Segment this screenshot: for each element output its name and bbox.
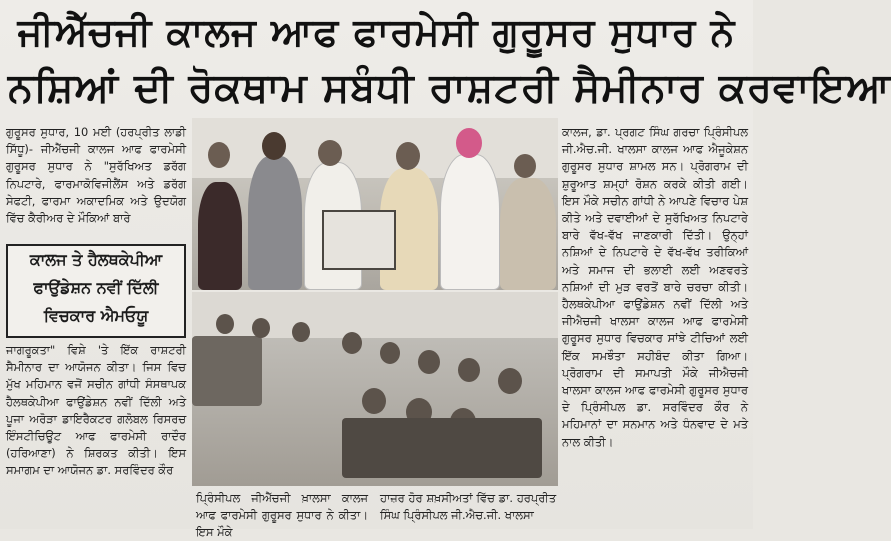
article-bottom-text-left: ਪ੍ਰਿੰਸੀਪਲ ਜੀਐੱਚਜੀ ਖ਼ਾਲਸਾ ਕਾਲਜ ਆਫ ਫਾਰਮੇਸੀ ਗੁਰੂਸਰ ਸੁਧਾਰ ਨੇ ਕੀਤਾ। ਇਸ ਮੌਕੇ [196, 491, 368, 539]
certificate-frame [322, 210, 396, 270]
subheading-line-1: ਕਾਲਜ ਤੇ ਹੈਲਥਕੇਪੀਆ [29, 250, 163, 269]
subheading-line-2: ਫਾਉਂਡੇਸ਼ਨ ਨਵੀਂ ਦਿੱਲੀ [33, 278, 159, 297]
headline-line-1: ਜੀਐੱਚਜੀ ਕਾਲਜ ਆਫ ਫਾਰਮੇਸੀ ਗੁਰੂਸਰ ਸੁਧਾਰ ਨੇ [17, 10, 736, 54]
article-bottom-text-right: ਹਾਜ਼ਰ ਹੋਰ ਸ਼ਖ਼ਸੀਅਤਾਂ ਵਿੱਚ ਡਾ. ਹਰਪ੍ਰੀਤ ਸਿੰਘ ਪ੍ਰਿੰਸੀਪਲ ਜੀ.ਐਚ.ਜੀ. ਖਾਲਸਾ [380, 491, 556, 522]
article-column-right: ਕਾਲਜ, ਡਾ. ਪ੍ਰਗਟ ਸਿੰਘ ਗਰਚਾ ਪ੍ਰਿੰਸੀਪਲ ਜੀ.ਐਚ.ਜੀ. ਖਾਲਸਾ ਕਾਲਜ ਆਫ ਐਜੂਕੇਸ਼ਨ ਗੁਰੂਸਰ ਸੁਧਾਰ ਸ਼ਾਮਲ ਸਨ। ਪ੍ਰੋਗਰਾਮ ਦੀ ਸ਼ੁਰੂਆਤ ਸ਼ਮ੍ਹਾਂ ਰੋਸ਼ਨ ਕਰਕੇ ਕੀਤੀ ਗਈ। ਇਸ ਮੌਕੇ ਸਚੀਨ ਗਾਂਧੀ ਨੇ ਆਪਣੇ ਵਿਚਾਰ ਪੇਸ਼ ਕੀਤੇ ਅਤੇ ਦਵਾਈਆਂ ਦੇ ਸੁਰੱਖਿਅਤ ਨਿਪਟਾਰੇ ਬਾਰੇ ਵੱਖ-ਵੱਖ ਜਾਣਕਾਰੀ ਦਿੱਤੀ। ਉਨ੍ਹਾਂ ਨਸ਼ਿਆਂ ਦੇ ਨਿਪਟਾਰੇ ਦੇ ਵੱਖ-ਵੱਖ ਤਰੀਕਿਆਂ ਅਤੇ ਸਮਾਜ ਦੀ ਭਲਾਈ ਲਈ ਅਣਵਰਤੇ ਨਸ਼ਿਆਂ ਦੀ ਮੁੜ ਵਰਤੋਂ ਬਾਰੇ ਚਰਚਾ ਕੀਤੀ। ਹੈਲਥਕੇਪੀਆ ਫਾਉਂਡੇਸ਼ਨ ਨਵੀਂ ਦਿੱਲੀ ਅਤੇ ਜੀਐਚਜੀ ਖਾਲਸਾ ਕਾਲਜ ਆਫ ਫਾਰਮੇਸੀ ਗੁਰੂਸਰ ਸੁਧਾਰ ਵਿਚਕਾਰ ਸਾਂਝੇ ਟੀਚਿਆਂ ਲਈ ਇੱਕ ਸਮਝੌਤਾ ਸਹੀਬੰਦ ਕੀਤਾ ਗਿਆ। ਪ੍ਰੋਗਰਾਮ ਦੀ ਸਮਾਪਤੀ ਮੌਕੇ ਜੀਐਚਜੀ ਖਾਲਸਾ ਕਾਲਜ ਆਫ ਫਾਰਮੇਸੀ ਗੁਰੂਸਰ ਸੁਧਾਰ ਦੇ ਪ੍ਰਿੰਸੀਪਲ ਡਾ. ਸਰਵਿੰਦਰ ਕੌਰ ਨੇ ਮਹਿਮਾਨਾਂ ਦਾ ਸਨਮਾਨ ਅਤੇ ਧੰਨਵਾਦ ਦੇ ਮਤੇ ਨਾਲ ਕੀਤੀ। [562, 125, 748, 449]
article-column-left-bottom: ਜਾਗਰੂਕਤਾ" ਵਿਸ਼ੇ 'ਤੇ ਇੱਕ ਰਾਸ਼ਟਰੀ ਸੈਮੀਨਾਰ ਦਾ ਆਯੋਜਨ ਕੀਤਾ। ਜਿਸ ਵਿਚ ਮੁੱਖ ਮਹਿਮਾਨ ਵਜੋਂ ਸਚੀਨ ਗਾਂਧੀ ਸੰਸਥਾਪਕ ਹੈਲਥਕੇਪੀਆ ਫਾਉਂਡੇਸ਼ਨ ਨਵੀਂ ਦਿੱਲੀ ਅਤੇ ਪੂਜਾ ਅਰੋੜਾ ਡਾਇਰੈਕਟਰ ਗਲੋਬਲ ਰਿਸਰਚ ਇੰਸਟੀਚਿਊਟ ਆਫ ਫਾਰਮੇਸੀ ਰਾਦੌਰ (ਹਰਿਆਣਾ) ਨੇ ਸ਼ਿਰਕਤ ਕੀਤੀ। ਇਸ ਸਮਾਗਮ ਦਾ ਆਯੋਜਨ ਡਾ. ਸਰਵਿੰਦਰ ਕੌਰ [6, 343, 186, 478]
subheading-line-3: ਵਿਚਕਾਰ ਐਮਓਯੂ [43, 306, 149, 325]
headline-line-2: ਨਸ਼ਿਆਂ ਦੀ ਰੋਕਥਾਮ ਸਬੰਧੀ ਰਾਸ਼ਟਰੀ ਸੈਮੀਨਾਰ ਕਰਵਾਇਆ [8, 65, 891, 111]
photo-seminar-audience [192, 292, 558, 486]
article-column-left-top: ਗੁਰੂਸਰ ਸੁਧਾਰ, 10 ਮਈ (ਹਰਪ੍ਰੀਤ ਲਾਡੀ ਸਿੱਧੂ)- ਜੀਐੱਚਜੀ ਕਾਲਜ ਆਫ ਫਾਰਮੇਸੀ ਗੁਰੂਸਰ ਸੁਧਾਰ ਨੇ "ਸੁਰੱਖਿਅਤ ਡਰੱਗ ਨਿਪਟਾਰੇ, ਫਾਰਮਾਕੋਵਿਜੀਲੈਂਸ ਅਤੇ ਡਰੱਗ ਸੇਫਟੀ, ਫਾਰਮਾ ਅਕਾਦਮਿਕ ਅਤੇ ਉਦਯੋਗ ਵਿੱਚ ਕੈਰੀਅਰ ਦੇ ਮੌਕਿਆਂ ਬਾਰੇ [6, 125, 186, 226]
article-bottom-strip [196, 490, 558, 539]
subheading-box [6, 244, 186, 338]
